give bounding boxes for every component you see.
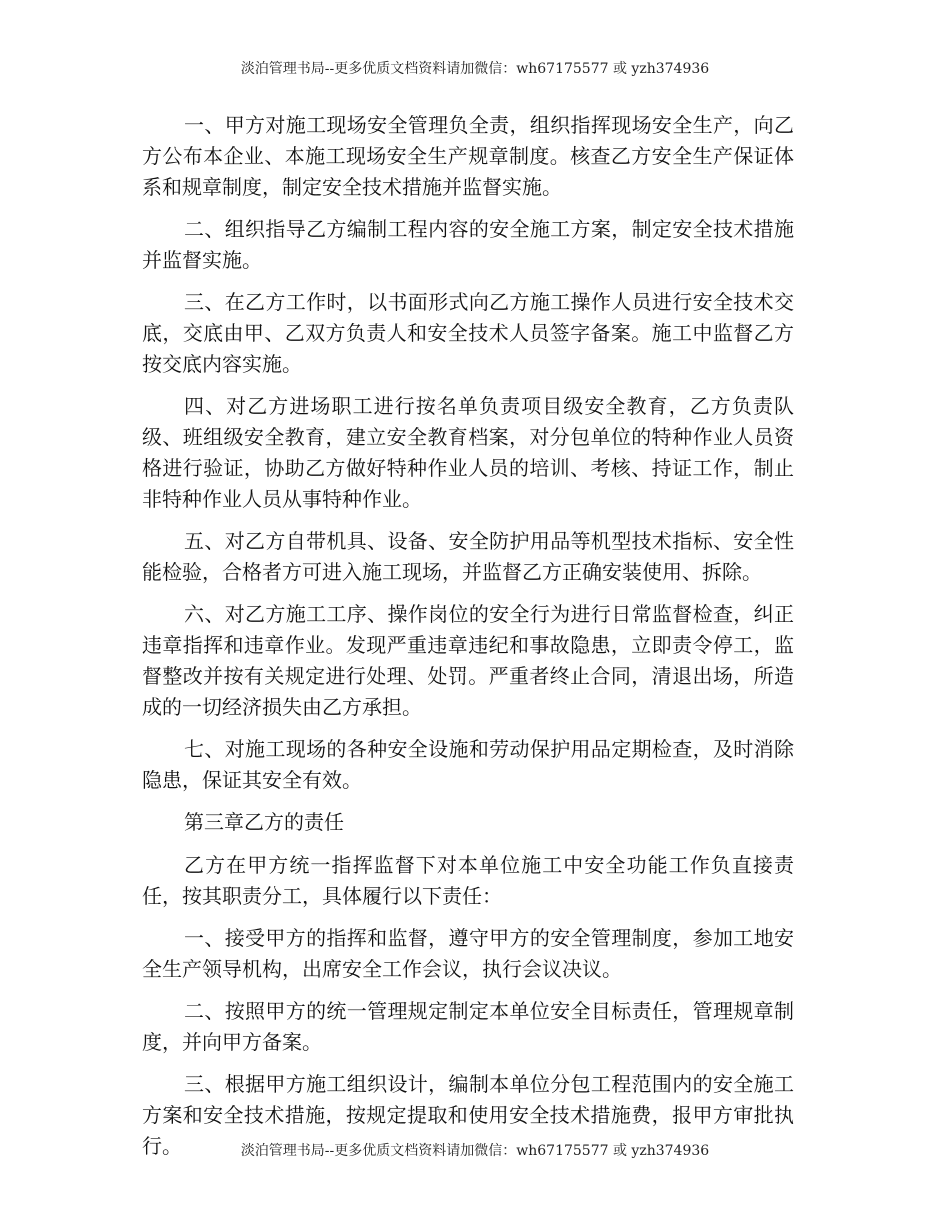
document-body — [142, 110, 794, 1173]
paragraph-party-a-duty-3: 三、在乙方工作时，以书面形式向乙方施工操作人员进行安全技术交底，交底由甲、乙双方负责人和安全技术人员签字备案。施工中监督乙方按交底内容实施。 — [142, 290, 794, 376]
paragraph-party-b-duty-2: 二、按照甲方的统一管理规定制定本单位安全目标责任，管理规章制度，并向甲方备案。 — [142, 999, 794, 1054]
page-header: 淡泊管理书局--更多优质文档资料请加微信：wh67175577 或 yzh374936 — [240, 61, 710, 77]
paragraph-party-a-duty-1: 一、甲方对施工现场安全管理负全责，组织指挥现场安全生产，向乙方公布本企业、本施工现场安全生产规章制度。核查乙方安全生产保证体系和规章制度，制定安全技术措施并监督实施。 — [142, 113, 794, 199]
page-footer: 淡泊管理书局--更多优质文档资料请加微信：wh67175577 或 yzh374936 — [240, 1143, 710, 1159]
paragraph-party-b-duty-3: 三、根据甲方施工组织设计，编制本单位分包工程范围内的安全施工方案和安全技术措施，按规定提取和使用安全技术措施费，报甲方审批执行。 — [142, 1072, 794, 1158]
paragraph-party-a-duty-2: 二、组织指导乙方编制工程内容的安全施工方案，制定安全技术措施并监督实施。 — [142, 217, 794, 272]
paragraph-party-b-duty-1: 一、接受甲方的指挥和监督，遵守甲方的安全管理制度，参加工地安全生产领导机构，出席安全工作会议，执行会议决议。 — [142, 926, 794, 981]
paragraph-party-a-duty-5: 五、对乙方自带机具、设备、安全防护用品等机型技术指标、安全性能检验，合格者方可进入施工现场，并监督乙方正确安装使用、拆除。 — [142, 529, 794, 584]
paragraph-party-a-duty-4: 四、对乙方进场职工进行按名单负责项目级安全教育，乙方负责队级、班组级安全教育，建立安全教育档案，对分包单位的特种作业人员资格进行验证，协助乙方做好特种作业人员的培训、考核、持证工作，制止非特种作业人员从事特种作业。 — [142, 394, 794, 511]
chapter-heading: 第三章乙方的责任 — [184, 810, 344, 834]
paragraph-party-b-intro: 乙方在甲方统一指挥监督下对本单位施工中安全功能工作负直接责任，按其职责分工，具体履行以下责任： — [142, 853, 794, 908]
paragraph-party-a-duty-6: 六、对乙方施工工序、操作岗位的安全行为进行日常监督检查，纠正违章指挥和违章作业。发现严重违章违纪和事故隐患，立即责令停工，监督整改并按有关规定进行处理、处罚。严重者终止合同，清退出场，所造成的一切经济损失由乙方承担。 — [142, 602, 794, 719]
paragraph-party-a-duty-7: 七、对施工现场的各种安全设施和劳动保护用品定期检查，及时消除隐患，保证其安全有效。 — [142, 737, 794, 792]
